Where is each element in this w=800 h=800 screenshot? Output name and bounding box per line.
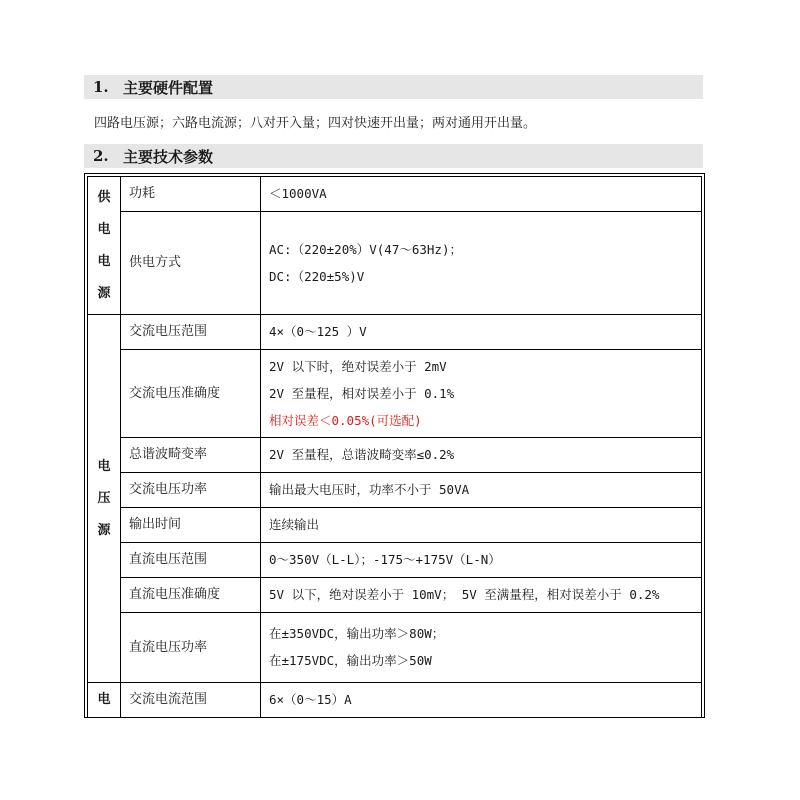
param-value — [261, 683, 702, 718]
value-line: 4×（0～125 ）V — [269, 324, 367, 339]
value-line: AC:（220±20%）V(47～63Hz)； — [269, 241, 462, 257]
section-title: 主要技术参数 — [123, 147, 214, 166]
category-cell — [88, 177, 121, 315]
param-name: 交流电压准确度 — [121, 350, 261, 438]
table-row — [88, 508, 702, 543]
section-number: 2. — [93, 147, 109, 165]
table-row — [88, 543, 702, 578]
category-char: 电 — [97, 692, 111, 707]
category-char: 电 — [97, 458, 111, 474]
spec-table — [87, 176, 702, 718]
section-number: 1. — [93, 78, 109, 96]
value-line: 在±175VDC，输出功率＞50W — [269, 653, 432, 668]
section-heading-specs — [84, 144, 703, 168]
param-name: 交流电压范围 — [121, 315, 261, 350]
param-value — [261, 473, 702, 508]
param-value — [261, 315, 702, 350]
table-row — [88, 212, 702, 315]
param-name: 供电方式 — [121, 212, 261, 315]
param-value — [261, 613, 702, 683]
param-name: 直流电压准确度 — [121, 578, 261, 613]
hardware-summary: 四路电压源；六路电流源；八对开入量；四对快速开出量；两对通用开出量。 — [94, 116, 537, 131]
param-name: 总谐波畸变率 — [121, 438, 261, 473]
table-row — [88, 473, 702, 508]
category-char: 源 — [97, 522, 111, 538]
param-value — [261, 543, 702, 578]
table-row — [88, 683, 702, 718]
param-name: 交流电压功率 — [121, 473, 261, 508]
param-name: 输出时间 — [121, 508, 261, 543]
spec-table-frame — [84, 173, 705, 718]
param-name: 功耗 — [121, 177, 261, 212]
category-char: 供 — [97, 189, 111, 205]
param-value — [261, 212, 702, 315]
value-line: DC:（220±5%)V — [269, 268, 365, 284]
value-line: 连续输出 — [269, 517, 320, 532]
category-char: 压 — [97, 490, 111, 506]
value-line: 0～350V（L-L）；-175～+175V（L-N） — [269, 552, 501, 567]
param-name: 直流电压功率 — [121, 613, 261, 683]
param-value — [261, 508, 702, 543]
value-line: 2V 以下时，绝对误差小于 2mV — [269, 358, 447, 374]
table-row — [88, 438, 702, 473]
value-line: 6×（0～15）A — [269, 692, 352, 707]
table-row — [88, 613, 702, 683]
value-line: 输出最大电压时，功率不小于 50VA — [269, 482, 470, 497]
value-line: ＜1000VA — [269, 186, 327, 201]
value-line: 5V 以下，绝对误差小于 10mV； 5V 至满量程，相对误差小于 0.2% — [269, 587, 660, 602]
category-cell — [88, 315, 121, 683]
value-line: 在±350VDC，输出功率＞80W； — [269, 626, 445, 641]
value-line: 2V 至量程，相对误差小于 0.1% — [269, 385, 455, 401]
category-cell — [88, 683, 121, 718]
value-line: 2V 至量程，总谐波畸变率≤0.2% — [269, 447, 455, 462]
table-row — [88, 315, 702, 350]
category-char: 电 — [97, 221, 111, 237]
category-char: 电 — [97, 253, 111, 269]
optional-note: 相对误差＜0.05%(可选配) — [269, 412, 422, 428]
param-value — [261, 350, 702, 438]
section-heading-hardware — [84, 75, 703, 99]
param-name: 直流电压范围 — [121, 543, 261, 578]
table-row — [88, 350, 702, 438]
category-char: 源 — [97, 285, 111, 301]
param-value — [261, 578, 702, 613]
param-name: 交流电流范围 — [121, 683, 261, 718]
table-row — [88, 177, 702, 212]
param-value — [261, 177, 702, 212]
param-value — [261, 438, 702, 473]
table-row — [88, 578, 702, 613]
section-title: 主要硬件配置 — [123, 78, 214, 97]
